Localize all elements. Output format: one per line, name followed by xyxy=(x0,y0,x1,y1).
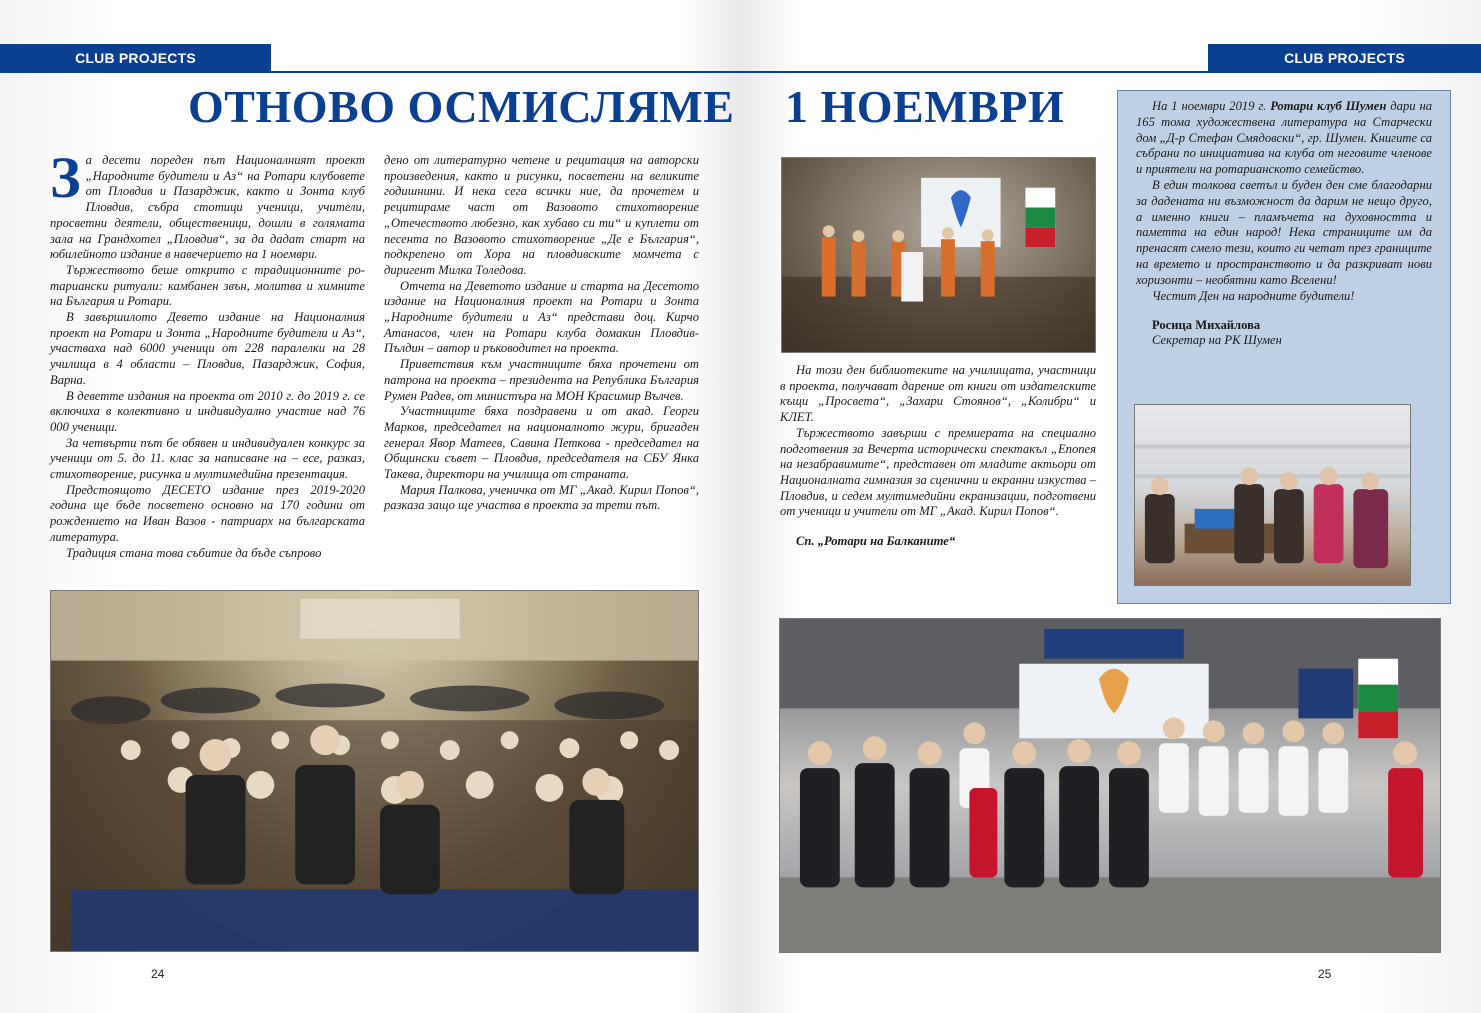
paragraph-1-text: а десети пореден път Националният проект „Народните будители и Аз“ на Ротари клубовете от Пловдив и Пазарджик, както и Зонта клуб Пловдив, събра стотици ученици, учители, просветни деятели, общественици, дошли в голямата зала на Грандхотел „Пловдив“, за да дадат старт на юбилейното издание в навечерието на 1 ноември. xyxy=(50,153,365,262)
section-header-right: CLUB PROJECTS xyxy=(1208,44,1481,72)
paragraph-2: Тържеството беше открито с традиционните ротариански ритуали: камбанен звън, молитва и химните на България и Ротари. xyxy=(50,262,365,309)
sidebar-text xyxy=(1136,99,1432,304)
signature-name: Росица Михайлова xyxy=(1152,318,1261,333)
book-donation-photo xyxy=(1134,404,1411,586)
paragraph-5: За четвърти път бе обявен и индивидуален конкурс за ученици от 5. до 11. клас за написване на – есе, разказ, стихотворение, рисунка и мултимедийна презентация. xyxy=(50,435,365,482)
paragraph-12: Мария Палкова, ученичка от МГ „Акад. Кирил Попов“, разказа защо ще участва в проекта за трети път. xyxy=(384,482,699,513)
paragraph-10: Приветствия към участниците бяха прочетени от патрона на проекта – президента на Република България Румен Радев, от министъра на МОН Красимир Вълчев. xyxy=(384,357,699,403)
paragraph-11: Участниците бяха поздравени и от акад. Георги Марков, председател на националното жури, бригаден генерал Явор Матеев, Савина Петкова - председател на Общински съвет – Пловдив, председателя на СБУ Янка Такева, директори на училища от страната. xyxy=(384,404,699,482)
paragraph-9: Отчета на Деветото издание и старта на Десетото издание на Националния проект на Ротари и Зонта „Народните будители и Аз“ представи доц. Кирчо Атанасов, член на Ротари клуба домакин Пловдив-Пълдин – автор и ръководител на проекта. xyxy=(384,278,699,356)
audience-photo xyxy=(50,590,699,952)
stage-performance-photo xyxy=(781,157,1096,353)
headline-right: 1 НОЕМВРИ xyxy=(785,81,1065,132)
headline-left: ОТНОВО ОСМИСЛЯМЕ xyxy=(188,81,735,132)
right-page xyxy=(740,0,1481,1013)
sidebar-paragraph-2: В един толкова светъл и буден ден сме благодарни за дадената ни възможност да дарим не нещо друго, а именно книги – пламъчета на духовността и паметта на един народ! Нека страниците им да пренасят смело тези, които ги четат през границите на времето и пространството и да разкриват нови хоризонти – необятни като Вселени! xyxy=(1136,177,1432,287)
article-column-1 xyxy=(50,145,365,561)
header-rule-left xyxy=(0,71,740,73)
paragraph-3: В завършилото Девето издание на Националния проект на Ротари и Зонта „Народните будители и Аз“, участваха над 6000 ученици от 228 паралелки на 28 училища в 4 области – Пловдив, Пазарджик, София, Варна. xyxy=(50,310,365,387)
signature-title: Секретар на РК Шумен xyxy=(1152,333,1282,348)
group-photo xyxy=(779,618,1441,953)
drop-cap: З xyxy=(50,145,81,210)
sidebar-p1-pre: На 1 ноември 2019 г. xyxy=(1152,99,1271,113)
source-credit: Сп. „Ротари на Балканите“ xyxy=(796,534,956,549)
paragraph-13: На този ден библиотеките на училищата, участници в проекта, получават дарение от книги от издателските къщи „Просвета“, „Захари Стоянов“, „Колибри“ и КЛЕТ. xyxy=(780,363,1096,425)
sidebar-paragraph-1 xyxy=(1136,99,1432,178)
paragraph-8: дено от литературно четене и рецитация на авторски произведения, както и рисунки, посветени на великите годишнини. И нека сега всички ние, да прочетем и рецитираме част от Вазовото стихотворение „Отечеството любезно, как хубаво си ти“ и куплети от песента по Вазовото стихотворение „Де е България“, подкрепено от Хора на пловдивските момчета с диригент Милка Толедова. xyxy=(384,153,699,277)
sidebar-paragraph-3: Честит Ден на народните будители! xyxy=(1152,288,1355,303)
left-page xyxy=(0,0,740,1013)
paragraph-1 xyxy=(50,145,365,263)
header-rule-right xyxy=(740,71,1481,73)
paragraph-14: Тържеството завърши с премиерата на специално подготвения за Вечерта исторически спектакъл „Епопея на незабравимите“, представен от младите актьори от Националната гимназия за сценични и екранни изкуства – Пловдив, и седем мултимедийни екранизации, подготвени от ученици и учители от МГ „Акад. Кирил Попов“. xyxy=(780,425,1096,519)
article-column-2 xyxy=(384,153,699,514)
page-number-left: 24 xyxy=(151,967,165,981)
sidebar-p1-post: дари на 165 тома художествена литература на Старчески дом „Д-р Стефан Смядовски“, гр. Шумен. Книгите са събрани по инициатива на клуба от неговите членове и приятели на ротарианското семейство. xyxy=(1136,99,1432,177)
page-number-right: 25 xyxy=(1318,967,1332,981)
sidebar-club-name: Ротари клуб Шумен xyxy=(1270,99,1387,113)
paragraph-6: Предстоящото ДЕСЕТО издание през 2019-2020 година ще бъде посветено основно на 170 години от рождението на Иван Вазов - патриарх на българската литература. xyxy=(50,482,365,544)
paragraph-4: В деветте издания на проекта от 2010 г. до 2019 г. се включиха в колективно и индивидуално участие над 76 000 ученици. xyxy=(50,388,365,434)
article-column-3 xyxy=(780,363,1096,550)
section-header-left: CLUB PROJECTS xyxy=(0,44,271,72)
paragraph-7: Традиция стана това събитие да бъде съпрово xyxy=(66,545,322,560)
